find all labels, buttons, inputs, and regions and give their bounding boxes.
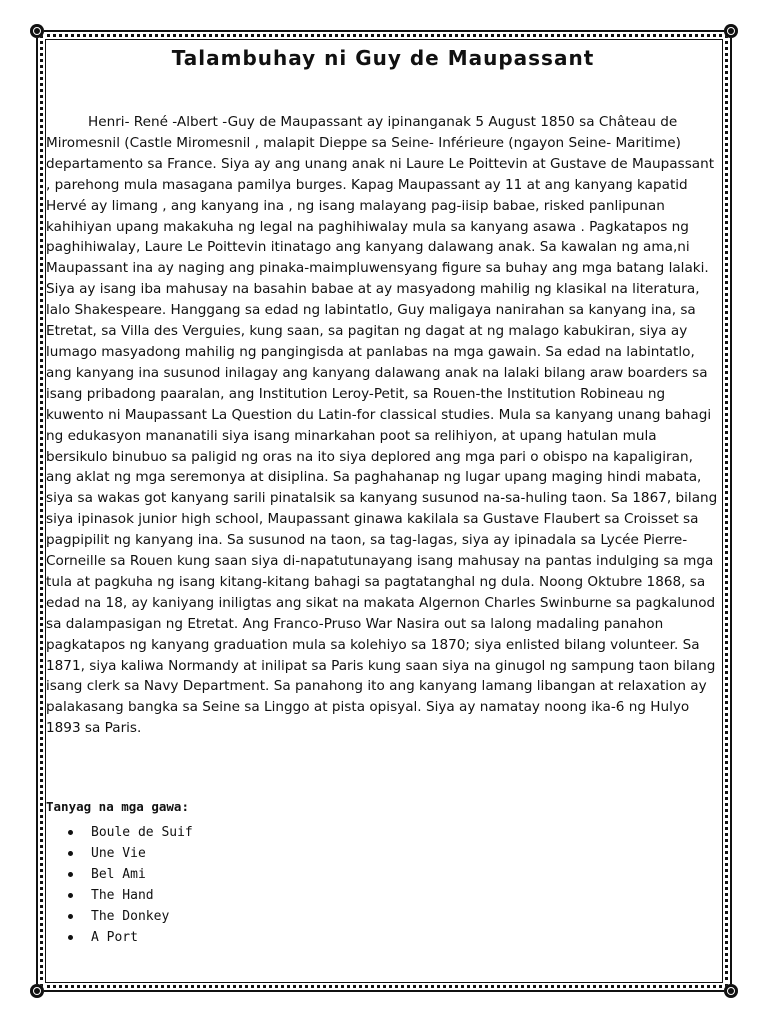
bullet-icon	[68, 893, 73, 898]
work-title: Une Vie	[91, 846, 146, 862]
corner-ornament-icon	[724, 24, 738, 38]
work-title: The Donkey	[91, 909, 170, 925]
list-item	[46, 864, 720, 885]
work-title: Boule de Suif	[91, 825, 193, 841]
document-content	[46, 40, 720, 948]
bullet-icon	[68, 830, 73, 835]
work-title: Bel Ami	[91, 867, 146, 883]
corner-ornament-icon	[30, 24, 44, 38]
work-title: The Hand	[91, 888, 154, 904]
bullet-icon	[68, 935, 73, 940]
works-heading: Tanyag na mga gawa:	[46, 799, 189, 815]
works-list	[46, 822, 720, 948]
list-item	[46, 906, 720, 927]
bullet-icon	[68, 914, 73, 919]
work-title: A Port	[91, 930, 138, 946]
list-item	[46, 843, 720, 864]
list-item	[46, 885, 720, 906]
page-title: Talambuhay ni Guy de Maupassant	[171, 46, 595, 70]
biography-paragraph: Henri- René -Albert -Guy de Maupassant ay ipinanganak 5 August 1850 sa Château de Miromesnil (Castle Miromesnil , malapit Dieppe sa Seine- Inférieure (ngayon Seine- Maritime) departamento sa France. Siya ay ang unang anak ni Laure Le Poittevin at Gustave de Maupassant , parehong mula masagana pamilya burges. Kapag Maupassant ay 11 at ang kanyang kapatid Hervé ay limang , ang kanyang ina , ng isang malayang pag-iisip babae, risked panlipunan kahihiyan upang makakuha ng legal na paghihiwalay mula sa kanyang asawa . Pagkatapos ng paghihiwalay, Laure Le Poittevin itinatago ang kanyang dalawang anak. Sa kawalan ng ama,ni Maupassant ina ay naging ang pinaka-maimpluwensyang figure sa buhay ang mga batang lalaki. Siya ay isang iba mahusay na basahin babae at ay masyadong mahilig ng klasikal na literatura, lalo Shakespeare. Hanggang sa edad ng labintatlo, Guy maligaya nanirahan sa kanyang ina, sa Etretat, sa Villa des Verguies, kung saan, sa pagitan ng dagat at ng malago kabukiran, siya ay lumago masyadong mahilig ng pangingisda at panlabas na mga gawain. Sa edad na labintatlo, ang kanyang ina susunod inilagay ang kanyang dalawang anak na lalaki bilang araw boarders sa isang pribadong paaralan, ang Institution Leroy-Petit, sa Rouen-the Institution Robineau ng kuwento ni Maupassant La Question du Latin-for classical studies. Mula sa kanyang unang bahagi ng edukasyon mananatili siya isang minarkahan poot sa relihiyon, at upang hatulan mula bersikulo binubuo sa paligid ng oras na ito siya deplored ang mga pari o obispo na kapaligiran, ang aklat ng mga seremonya at disiplina. Sa paghahanap ng lugar upang maging hindi mabata, siya sa wakas got kanyang sarili pinatalsik sa kanyang susunod na-sa-huling taon. Sa 1867, bilang siya ipinasok junior high school, Maupassant ginawa kakilala sa Gustave Flaubert sa Croisset sa pagpipilit ng kanyang ina. Sa susunod na taon, sa tag-lagas, siya ay ipinadala sa Lycée Pierre-Corneille sa Rouen kung saan siya di-napatutunayang isang mahusay na pantas indulging sa mga tula at pagkuha ng isang kitang-kitang bahagi sa pagtatanghal ng dula. Noong Oktubre 1868, sa edad na 18, ay kaniyang iniligtas ang sikat na makata Algernon Charles Swinburne sa pagkalunod sa dalampasigan ng Etretat. Ang Franco-Pruso War Nasira out sa lalong madaling panahon pagkatapos ng kanyang graduation mula sa kolehiyo sa 1870; siya enlisted bilang volunteer. Sa 1871, siya kaliwa Normandy at inilipat sa Paris kung saan siya na ginugol ng sampung taon bilang isang clerk sa Navy Department. Sa panahong ito ang kanyang lamang libangan at relaxation ay palakasang bangka sa Seine sa Linggo at pista opisyal. Siya ay namatay noong ika-6 ng Hulyo 1893 sa Paris.	[46, 114, 718, 737]
corner-ornament-icon	[724, 984, 738, 998]
bullet-icon	[68, 851, 73, 856]
list-item	[46, 822, 720, 843]
list-item	[46, 927, 720, 948]
corner-ornament-icon	[30, 984, 44, 998]
bullet-icon	[68, 872, 73, 877]
